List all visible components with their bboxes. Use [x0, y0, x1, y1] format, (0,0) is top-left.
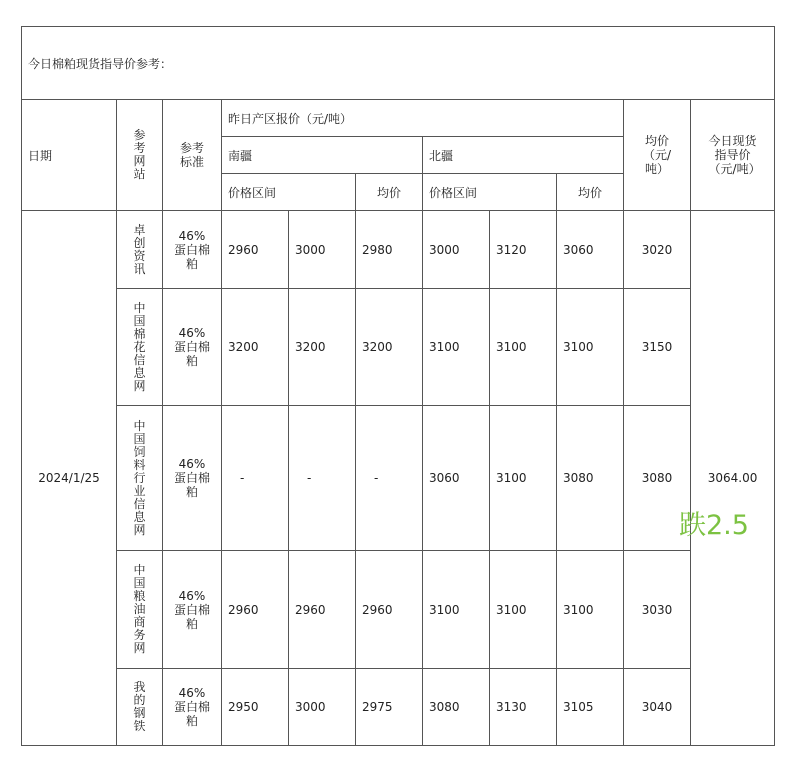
- header-site: 参考网站: [117, 100, 163, 211]
- avg-cell: 3040: [624, 669, 691, 746]
- table-row: [22, 211, 775, 289]
- avg-cell: 3080: [624, 406, 691, 551]
- header-south: 南疆: [222, 137, 423, 174]
- north-high-cell: 3130: [490, 669, 557, 746]
- north-avg-cell: 3060: [557, 211, 624, 289]
- table-title: 今日棉粕现货指导价参考：: [22, 27, 775, 100]
- south-low-cell: 3200: [222, 289, 289, 406]
- avg-cell: 3030: [624, 551, 691, 669]
- south-avg-cell: -: [356, 406, 423, 551]
- south-low-cell: 2960: [222, 551, 289, 669]
- avg-cell: 3020: [624, 211, 691, 289]
- south-low-cell: 2950: [222, 669, 289, 746]
- north-high-cell: 3100: [490, 406, 557, 551]
- standard-cell: 46%蛋白棉粕: [163, 289, 222, 406]
- south-high-cell: -: [289, 406, 356, 551]
- site-cell: 中国棉花信息网: [117, 289, 163, 406]
- header-avg-price: 均价（元/吨）: [624, 100, 691, 211]
- north-low-cell: 3000: [423, 211, 490, 289]
- north-low-cell: 3100: [423, 551, 490, 669]
- site-cell: 中国饲料行业信息网: [117, 406, 163, 551]
- south-high-cell: 3000: [289, 211, 356, 289]
- south-low-cell: -: [222, 406, 289, 551]
- north-low-cell: 3060: [423, 406, 490, 551]
- header-date: 日期: [22, 100, 117, 211]
- north-high-cell: 3100: [490, 289, 557, 406]
- standard-cell: 46%蛋白棉粕: [163, 406, 222, 551]
- price-table: [21, 26, 775, 746]
- north-low-cell: 3100: [423, 289, 490, 406]
- header-north-range: 价格区间: [423, 174, 557, 211]
- header-today-guide: 今日现货指导价（元/吨）: [691, 100, 775, 211]
- site-cell: 中国粮油商务网: [117, 551, 163, 669]
- header-south-range: 价格区间: [222, 174, 356, 211]
- north-avg-cell: 3100: [557, 551, 624, 669]
- north-avg-cell: 3100: [557, 289, 624, 406]
- header-yesterday-price: 昨日产区报价（元/吨）: [222, 100, 624, 137]
- north-high-cell: 3100: [490, 551, 557, 669]
- header-north: 北疆: [423, 137, 624, 174]
- header-south-avg: 均价: [356, 174, 423, 211]
- site-cell: 卓创资讯: [117, 211, 163, 289]
- table-row: [22, 669, 775, 746]
- site-cell: 我的钢铁: [117, 669, 163, 746]
- change-watermark: 跌2.5: [679, 510, 749, 541]
- south-avg-cell: 2975: [356, 669, 423, 746]
- north-low-cell: 3080: [423, 669, 490, 746]
- header-north-avg: 均价: [557, 174, 624, 211]
- south-high-cell: 3000: [289, 669, 356, 746]
- header-standard: 参考标准: [163, 100, 222, 211]
- table-row: [22, 406, 775, 551]
- standard-cell: 46%蛋白棉粕: [163, 211, 222, 289]
- avg-cell: 3150: [624, 289, 691, 406]
- south-low-cell: 2960: [222, 211, 289, 289]
- north-avg-cell: 3105: [557, 669, 624, 746]
- south-avg-cell: 2960: [356, 551, 423, 669]
- table-row: [22, 551, 775, 669]
- south-avg-cell: 2980: [356, 211, 423, 289]
- standard-cell: 46%蛋白棉粕: [163, 669, 222, 746]
- today-guide-cell: 3064.00: [691, 211, 775, 746]
- north-high-cell: 3120: [490, 211, 557, 289]
- date-cell: 2024/1/25: [22, 211, 117, 746]
- north-avg-cell: 3080: [557, 406, 624, 551]
- table-row: [22, 289, 775, 406]
- standard-cell: 46%蛋白棉粕: [163, 551, 222, 669]
- south-high-cell: 3200: [289, 289, 356, 406]
- south-avg-cell: 3200: [356, 289, 423, 406]
- south-high-cell: 2960: [289, 551, 356, 669]
